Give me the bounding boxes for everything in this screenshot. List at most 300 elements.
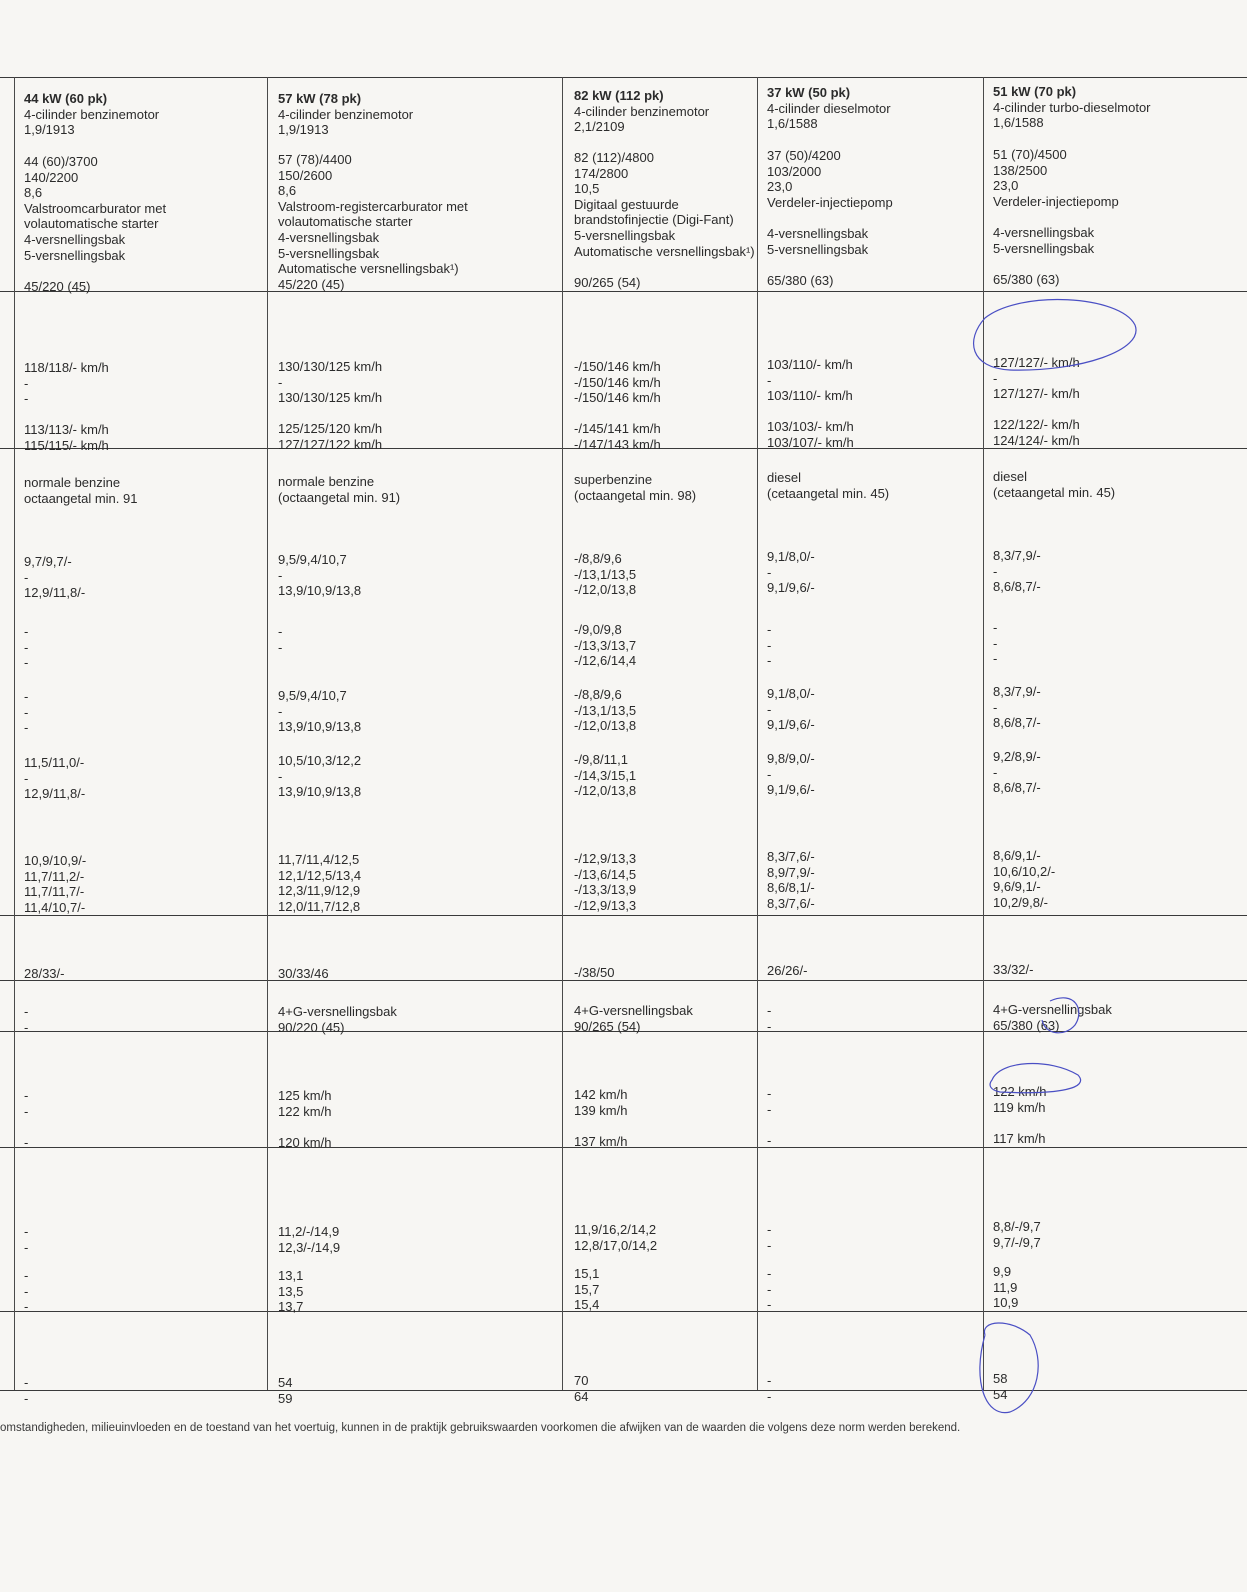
cell-line: 125/125/120 km/h (278, 421, 383, 437)
cell-line: 103/103/- km/h (767, 419, 854, 435)
cell-line: - (767, 1018, 772, 1034)
column-divider (983, 77, 984, 1390)
cell-cons-a (767, 549, 815, 596)
cell-cons-e (767, 849, 815, 911)
cell-line: 10,2/9,8/- (993, 894, 1048, 910)
cell-line: 142 km/h (574, 1087, 628, 1102)
cell-line: 58 (993, 1371, 1008, 1386)
cell-line: 59 (278, 1390, 293, 1406)
cell-line: 4-cilinder dieselmotor (767, 100, 891, 116)
cell-line: 37 kW (50 pk) (767, 85, 851, 100)
cell-line: 9,1/9,6/- (767, 580, 815, 596)
cell-engine (278, 152, 468, 292)
cell-cons-c (24, 689, 28, 736)
cell-line (767, 404, 854, 420)
cell-row8a (278, 1224, 340, 1255)
cell-line: 138/2500 (993, 162, 1048, 178)
cell-line: - (767, 1132, 772, 1148)
cell-line: - (24, 1088, 29, 1103)
cell-line: 103/2000 (767, 163, 822, 179)
cell-line (574, 259, 755, 275)
cell-line: -/13,1/13,5 (574, 566, 637, 582)
cell-line: 9,1/9,6/- (767, 717, 815, 733)
cell-line: -/12,9/13,3 (574, 897, 637, 913)
cell-cons-b (767, 622, 771, 669)
cell-row6 (24, 1004, 28, 1035)
cell-line: - (278, 768, 283, 784)
cell-line: 13,1 (278, 1268, 304, 1283)
cell-line: - (993, 764, 998, 780)
column-divider (267, 77, 268, 1390)
cell-line: - (24, 1019, 29, 1035)
cell-fuel (993, 469, 1115, 500)
cell-line: - (767, 1237, 772, 1253)
cell-line: 118/118/- km/h (24, 360, 109, 375)
cell-cons-d (767, 751, 815, 798)
cell-line: 13,9/10,9/13,8 (278, 719, 362, 735)
cell-line: 125 km/h (278, 1088, 332, 1103)
cell-line: - (278, 567, 283, 583)
cell-line: - (24, 375, 29, 391)
cell-row5 (278, 966, 329, 982)
cell-line: 8,8/-/9,7 (993, 1219, 1041, 1234)
cell-line: -/150/146 km/h (574, 390, 661, 406)
cell-line: 8,6/8,7/- (993, 579, 1041, 595)
cell-row8b (767, 1266, 771, 1313)
cell-line: 140/2200 (24, 169, 79, 185)
cell-line: 9,5/9,4/10,7 (278, 552, 347, 567)
cell-cons-d (24, 755, 85, 802)
cell-cons-c (278, 688, 361, 735)
cell-line: - (24, 391, 29, 407)
cell-line: -/8,8/9,6 (574, 687, 622, 702)
cell-line: - (24, 1299, 29, 1315)
cell-line: 9,1/9,6/- (767, 782, 815, 798)
cell-line: octaangetal min. 91 (24, 490, 138, 506)
row-divider (0, 980, 1247, 981)
cell-line: 117 km/h (993, 1130, 1046, 1146)
cell-speed (278, 359, 382, 453)
cell-row5 (767, 963, 807, 979)
cell-line: Verdeler-injectiepomp (767, 194, 893, 210)
cell-line: 54 (278, 1375, 293, 1390)
cell-line: -/9,8/11,1 (574, 752, 628, 767)
cell-line: 1,9/1913 (24, 122, 75, 138)
cell-line: 5-versnellingsbak (767, 241, 869, 257)
cell-line (993, 209, 1119, 225)
cell-line: - (278, 624, 283, 639)
cell-line: 9,5/9,4/10,7 (278, 688, 347, 703)
cell-line: 82 (112)/4800 (574, 150, 654, 165)
cell-line: 33/32/- (993, 962, 1034, 977)
cell-line: 127/127/- km/h (993, 355, 1080, 370)
cell-cons-a (993, 548, 1041, 595)
cell-row9 (278, 1375, 292, 1406)
cell-line: 137 km/h (574, 1133, 628, 1149)
cell-line: 4+G-versnellingsbak (574, 1003, 693, 1018)
cell-fuel (574, 472, 696, 503)
cell-line: volautomatische starter (278, 214, 413, 230)
cell-header (278, 91, 413, 138)
cell-line: 8,3/7,6/- (767, 895, 815, 911)
cell-line: -/13,3/13,9 (574, 882, 637, 898)
cell-line: 9,7/-/9,7 (993, 1234, 1041, 1250)
cell-line: 9,1/8,0/- (767, 686, 815, 701)
cell-line: 26/26/- (767, 963, 808, 978)
cell-line: 82 kW (112 pk) (574, 88, 664, 103)
cell-line: 150/2600 (278, 167, 333, 183)
cell-speed (993, 355, 1080, 449)
cell-engine (993, 147, 1119, 287)
cell-line: 5-versnellingsbak (574, 227, 676, 243)
cell-line: (octaangetal min. 91) (278, 489, 401, 505)
cell-row5 (574, 965, 614, 981)
cell-engine (24, 154, 166, 294)
cell-line: 65/380 (63) (993, 271, 1060, 287)
cell-line: -/12,9/13,3 (574, 851, 637, 866)
cell-line: 8,6/8,7/- (993, 780, 1041, 796)
cell-line: 11,7/11,7/- (24, 884, 85, 900)
cell-line: 4-cilinder benzinemotor (574, 103, 710, 119)
cell-line: 113/113/- km/h (24, 422, 109, 438)
cell-line: - (767, 1101, 772, 1117)
cell-line: - (24, 720, 29, 736)
cell-engine (574, 150, 755, 290)
cell-line: -/150/146 km/h (574, 374, 661, 390)
cell-line: - (767, 564, 772, 580)
cell-line: 9,7/9,7/- (24, 554, 72, 569)
table-bottom-border (0, 1390, 1247, 1391)
cell-line: 5-versnellingsbak (24, 247, 126, 263)
cell-line: 9,1/8,0/- (767, 549, 815, 564)
row-divider (0, 291, 1247, 292)
cell-row8b (574, 1266, 599, 1313)
cell-line: 5-versnellingsbak (993, 240, 1095, 256)
cell-line: 4-versnellingsbak (767, 225, 869, 241)
cell-line: - (767, 1281, 772, 1297)
cell-line: Automatische versnellingsbak¹) (574, 243, 755, 259)
cell-row6 (278, 1004, 397, 1035)
cell-line: 54 (993, 1386, 1008, 1402)
cell-row7 (278, 1088, 331, 1150)
cell-line: - (24, 1283, 29, 1299)
cell-line: 70 (574, 1373, 589, 1388)
cell-line: 4-versnellingsbak (278, 229, 380, 245)
cell-line: normale benzine (278, 474, 375, 489)
cell-line: 1,6/1588 (767, 116, 818, 132)
cell-row7 (574, 1087, 627, 1149)
cell-line: 65/380 (63) (767, 272, 834, 288)
cell-cons-a (574, 551, 636, 598)
cell-line: - (767, 653, 772, 669)
cell-line: 12,0/11,7/12,8 (278, 898, 361, 914)
cell-line: 127/127/122 km/h (278, 436, 383, 452)
cell-cons-c (574, 687, 636, 734)
cell-row7 (993, 1084, 1046, 1146)
cell-line: (octaangetal min. 98) (574, 487, 697, 503)
cell-line: - (278, 374, 283, 390)
cell-line: 64 (574, 1388, 589, 1404)
cell-line: 51 (70)/4500 (993, 147, 1067, 162)
cell-line: - (24, 655, 29, 671)
cell-line: 5-versnellingsbak (278, 245, 380, 261)
cell-line: - (767, 766, 772, 782)
cell-line: 30/33/46 (278, 966, 329, 981)
cell-row5 (993, 962, 1033, 978)
row-divider (0, 915, 1247, 916)
cell-row6 (993, 1002, 1112, 1033)
cell-line: 13,5 (278, 1283, 304, 1299)
cell-line: diesel (767, 470, 801, 485)
cell-line: 90/265 (54) (574, 1018, 641, 1034)
cell-line: 139 km/h (574, 1102, 628, 1118)
cell-row9 (993, 1371, 1007, 1402)
cell-line: Valstroomcarburator met (24, 200, 167, 216)
cell-cons-e (993, 848, 1055, 910)
cell-speed (24, 360, 109, 454)
cell-header (993, 84, 1151, 131)
cell-line: Valstroom-registercarburator met (278, 198, 468, 214)
cell-line: -/12,0/13,8 (574, 582, 637, 598)
cell-line: - (993, 563, 998, 579)
cell-line: - (278, 639, 283, 655)
cell-line: - (767, 1266, 772, 1281)
cell-line: 15,4 (574, 1297, 600, 1313)
cell-cons-a (278, 552, 361, 599)
cell-fuel (278, 474, 400, 505)
cell-line: 122 km/h (993, 1084, 1047, 1099)
cell-line: 11,9 (993, 1279, 1018, 1295)
cell-line: 4-versnellingsbak (24, 231, 126, 247)
cell-engine (767, 148, 893, 288)
cell-line: 9,2/8,9/- (993, 749, 1041, 764)
cell-line (993, 402, 1080, 418)
cell-line: - (278, 703, 283, 719)
cell-line: - (24, 1004, 29, 1019)
cell-cons-d (993, 749, 1041, 796)
cell-line: 8,3/7,9/- (993, 684, 1041, 699)
cell-cons-e (278, 852, 361, 914)
cell-line: 13,7 (278, 1299, 304, 1315)
cell-line: 51 kW (70 pk) (993, 84, 1077, 99)
cell-cons-b (278, 624, 282, 655)
cell-line: -/13,3/13,7 (574, 637, 637, 653)
cell-line: superbenzine (574, 472, 653, 487)
cell-line: - (767, 637, 772, 653)
cell-line: 174/2800 (574, 165, 629, 181)
cell-line: - (767, 1222, 772, 1237)
cell-line: 4-cilinder turbo-dieselmotor (993, 99, 1151, 115)
cell-cons-d (278, 753, 361, 800)
cell-line: -/150/146 km/h (574, 359, 661, 374)
cell-line: - (24, 1375, 29, 1390)
cell-line: -/13,1/13,5 (574, 702, 637, 718)
cell-line: normale benzine (24, 475, 121, 490)
cell-line: - (24, 689, 29, 704)
cell-header (574, 88, 709, 135)
cell-line: 122 km/h (278, 1103, 332, 1119)
cell-line: - (24, 704, 29, 720)
cell-line: -/12,0/13,8 (574, 783, 637, 799)
cell-line: -/12,6/14,4 (574, 653, 637, 669)
cell-cons-b (574, 622, 636, 669)
cell-line: 8,9/7,9/- (767, 864, 815, 880)
cell-line: - (24, 1239, 29, 1255)
cell-cons-b (993, 620, 997, 667)
cell-cons-c (767, 686, 815, 733)
cell-line: - (767, 1297, 772, 1313)
cell-line: brandstofinjectie (Digi-Fant) (574, 212, 734, 228)
cell-line (767, 257, 893, 273)
cell-line: 127/127/- km/h (993, 386, 1080, 402)
cell-line: - (767, 1388, 772, 1404)
cell-line: - (767, 1086, 772, 1101)
cell-line: 120 km/h (278, 1134, 332, 1150)
cell-line: 4-cilinder benzinemotor (278, 106, 414, 122)
cell-line: 12,9/11,8/- (24, 585, 86, 601)
cell-row9 (24, 1375, 28, 1406)
cell-line: 115/115/- km/h (24, 437, 109, 453)
cell-line: - (24, 1268, 29, 1283)
cell-line (278, 406, 382, 422)
cell-line: 8,6/8,7/- (993, 715, 1041, 731)
cell-line: 11,2/-/14,9 (278, 1224, 340, 1239)
cell-row8a (993, 1219, 1041, 1250)
cell-line: 10,9/10,9/- (24, 853, 87, 868)
footnote: omstandigheden, milieuinvloeden en de toestand van het voertuig, kunnen in de praktijk gebruikswaarden voorkomen die afwijken van de waarden die volgens deze norm werden berekend. (0, 1422, 961, 1434)
cell-line: 15,1 (574, 1266, 600, 1281)
cell-line: - (24, 770, 29, 786)
column-divider (562, 77, 563, 1390)
cell-line: - (993, 620, 998, 635)
cell-line: - (24, 624, 29, 639)
cell-line: 9,9 (993, 1264, 1012, 1279)
cell-line: 11,5/11,0/- (24, 755, 85, 770)
cell-line: 90/220 (45) (278, 1019, 345, 1035)
cell-line: 13,9/10,9/13,8 (278, 784, 362, 800)
cell-line: (cetaangetal min. 45) (993, 484, 1116, 500)
cell-line: 13,9/10,9/13,8 (278, 583, 362, 599)
cell-row8a (767, 1222, 771, 1253)
cell-line (278, 1119, 331, 1135)
cell-line: 2,1/2109 (574, 119, 625, 135)
cell-line: 1,9/1913 (278, 122, 329, 138)
cell-line: 9,8/9,0/- (767, 751, 815, 766)
cell-line: 11,7/11,2/- (24, 868, 85, 884)
cell-line: 4+G-versnellingsbak (278, 1004, 397, 1019)
cell-line: 65/380 (63) (993, 1017, 1060, 1033)
column-divider (14, 77, 15, 1390)
cell-cons-c (993, 684, 1041, 731)
cell-line: 28/33/- (24, 966, 65, 981)
cell-row7 (767, 1086, 771, 1148)
cell-line: - (767, 622, 772, 637)
cell-line: 8,6/8,1/- (767, 880, 815, 896)
cell-line: 12,9/11,8/- (24, 786, 86, 802)
cell-line: 4+G-versnellingsbak (993, 1002, 1112, 1017)
cell-line: Automatische versnellingsbak¹) (278, 261, 459, 277)
cell-line: 12,3/-/14,9 (278, 1239, 341, 1255)
cell-line: 11,7/11,4/12,5 (278, 852, 360, 867)
cell-line: - (24, 639, 29, 655)
cell-line: 1,6/1588 (993, 115, 1044, 131)
cell-line (993, 1115, 1046, 1131)
cell-fuel (767, 470, 889, 501)
cell-line: 44 (60)/3700 (24, 154, 98, 169)
cell-speed (767, 357, 854, 451)
cell-line: - (993, 370, 998, 386)
cell-cons-a (24, 554, 85, 601)
cell-row8a (574, 1222, 657, 1253)
cell-line (24, 407, 109, 423)
cell-line: - (24, 1134, 29, 1150)
cell-line: 11,9/16,2/14,2 (574, 1222, 657, 1237)
cell-line: 9,6/9,1/- (993, 879, 1041, 895)
cell-row9 (574, 1373, 588, 1404)
cell-line: -/12,0/13,8 (574, 718, 637, 734)
cell-line: 119 km/h (993, 1099, 1046, 1115)
cell-line: 8,6 (278, 183, 297, 199)
cell-row6 (574, 1003, 693, 1034)
cell-line: 130/130/125 km/h (278, 359, 383, 374)
cell-row5 (24, 966, 64, 982)
cell-line: 124/124/- km/h (993, 432, 1080, 448)
cell-line: diesel (993, 469, 1027, 484)
cell-line: - (767, 1003, 772, 1018)
cell-line: - (767, 1373, 772, 1388)
cell-cons-d (574, 752, 636, 799)
cell-line: 10,6/10,2/- (993, 863, 1056, 879)
cell-cons-b (24, 624, 28, 671)
column-divider (757, 77, 758, 1390)
cell-line: volautomatische starter (24, 216, 159, 232)
cell-line: - (993, 635, 998, 651)
cell-line: 12,8/17,0/14,2 (574, 1237, 658, 1253)
cell-line: - (767, 701, 772, 717)
cell-line: 103/110/- km/h (767, 357, 853, 372)
cell-line: 11,4/10,7/- (24, 899, 86, 915)
cell-line: Digitaal gestuurde (574, 196, 679, 212)
cell-line (993, 256, 1119, 272)
cell-line: 4-versnellingsbak (993, 224, 1095, 240)
cell-speed (574, 359, 661, 453)
cell-line: 45/220 (45) (24, 278, 91, 294)
cell-line (24, 263, 166, 279)
cell-line: 90/265 (54) (574, 274, 641, 290)
cell-line: Verdeler-injectiepomp (993, 193, 1119, 209)
cell-row8b (278, 1268, 303, 1315)
cell-row9 (767, 1373, 771, 1404)
cell-line: 12,1/12,5/13,4 (278, 867, 362, 883)
cell-header (24, 91, 159, 138)
cell-line (574, 406, 661, 422)
cell-line: 8,3/7,9/- (993, 548, 1041, 563)
cell-line: 44 kW (60 pk) (24, 91, 108, 106)
cell-header (767, 85, 891, 132)
cell-line: - (24, 569, 29, 585)
cell-line: -/145/141 km/h (574, 421, 661, 437)
cell-line: 23,0 (767, 179, 793, 195)
cell-line: 8,3/7,6/- (767, 849, 815, 864)
cell-line: - (24, 1224, 29, 1239)
cell-line: 15,7 (574, 1281, 600, 1297)
cell-line: -/8,8/9,6 (574, 551, 622, 566)
cell-cons-e (574, 851, 636, 913)
cell-row7 (24, 1088, 28, 1150)
cell-line: 37 (50)/4200 (767, 148, 841, 163)
cell-line: 10,5 (574, 181, 600, 197)
cell-row8b (993, 1264, 1018, 1311)
